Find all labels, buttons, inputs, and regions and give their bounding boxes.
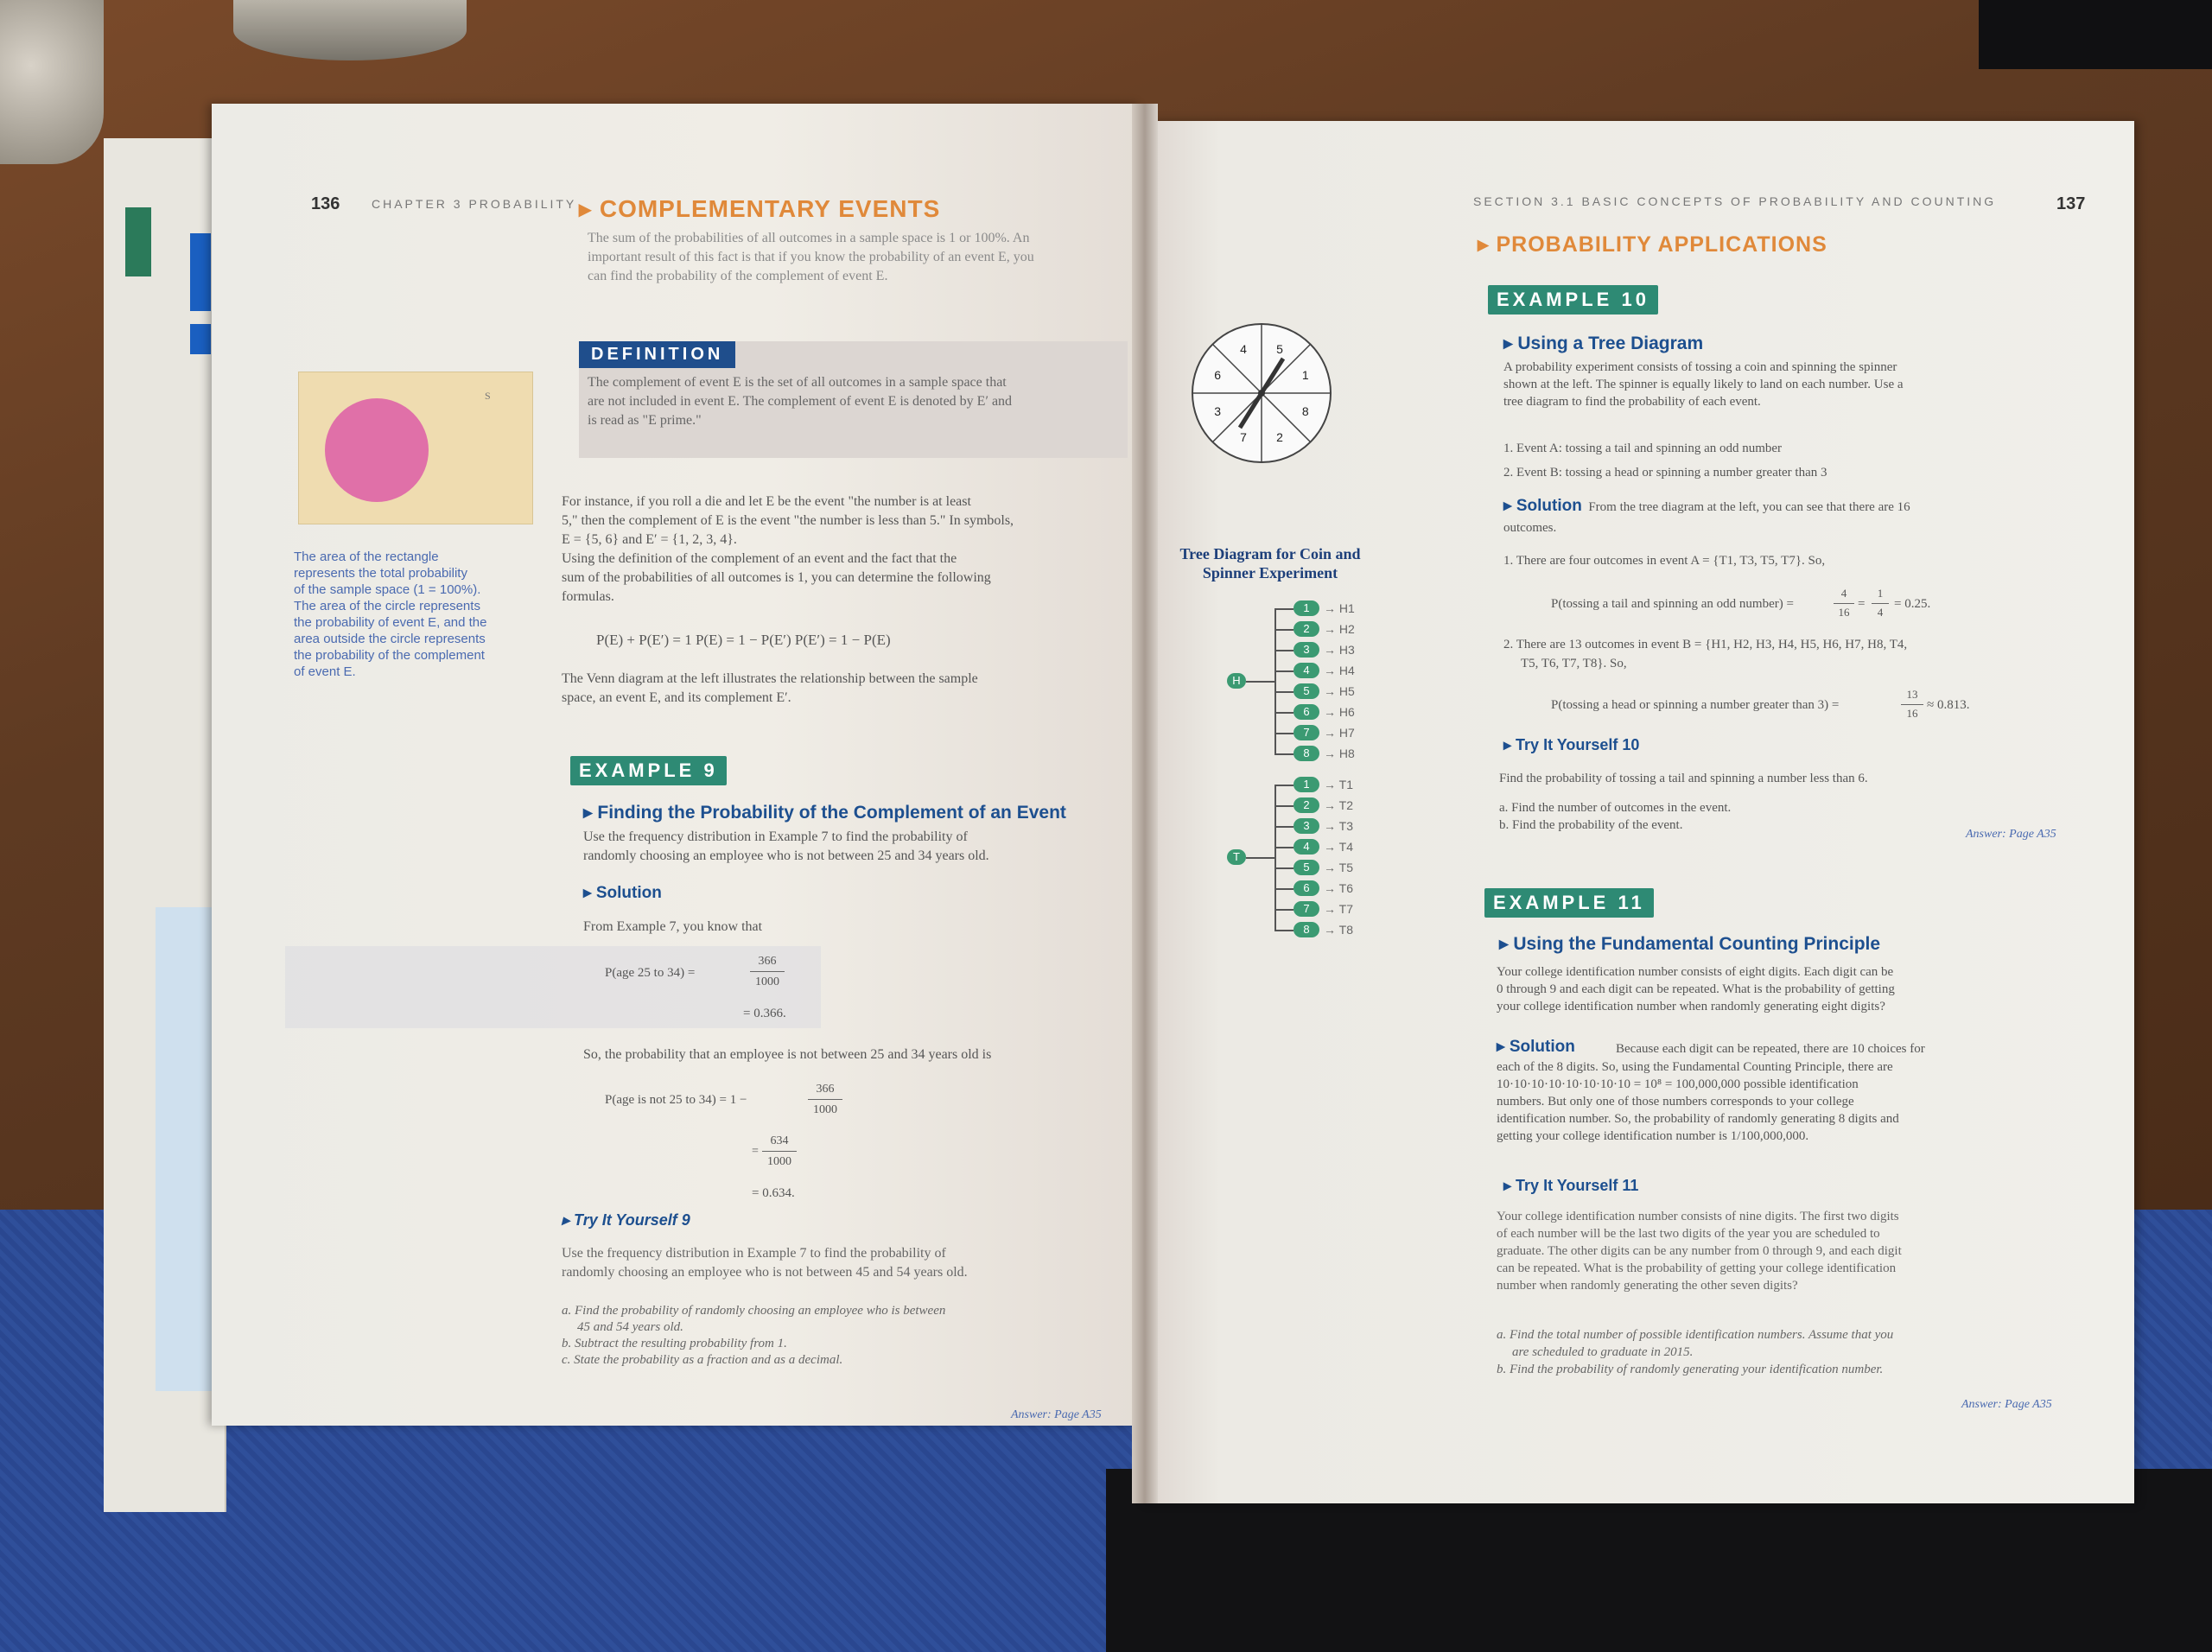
section-title-text: PROBABILITY APPLICATIONS	[1496, 232, 1827, 257]
spinner-number: 1	[1301, 368, 1309, 382]
example-line: your college identification number when randomly generating eight digits?	[1497, 1000, 1885, 1013]
tree-edge	[1274, 930, 1294, 931]
example-9-solution-label: ▸ Solution	[583, 884, 662, 902]
try-11-items	[1497, 1326, 2101, 1378]
try-9-answer: Answer: Page A35	[1011, 1408, 1102, 1421]
tree-outcome-label: → T7	[1324, 902, 1353, 916]
complement-formulas: P(E) + P(E′) = 1 P(E) = 1 − P(E′) P(E′) = 1 − P(E)	[596, 632, 891, 648]
caption-line: The area of the rectangle	[294, 550, 439, 564]
body-line: For instance, if you roll a die and let E be the event "the number is at least	[562, 494, 971, 509]
spinner-diagram	[1188, 320, 1335, 467]
example-9-so: So, the probability that an employee is not between 25 and 34 years old is	[583, 1047, 992, 1062]
venn-circle-event	[325, 398, 429, 502]
tree-outcome-label: → T6	[1324, 881, 1353, 895]
example-10-solution	[1503, 497, 1910, 517]
example-10-text	[1503, 359, 2100, 410]
solution-2: 2. There are 13 outcomes in event B = {H1, H2, H3, H4, H5, H6, H7, H8, T4,	[1503, 638, 1908, 651]
spinner-number: 4	[1240, 342, 1247, 357]
try-line: of each number will be the last two digits of the year you are scheduled to	[1497, 1227, 1880, 1241]
example-11-solution-first: Because each digit can be repeated, there are 10 choices for	[1616, 1042, 1925, 1056]
tree-spinner-node: 4	[1294, 839, 1319, 855]
tree-edge	[1274, 888, 1294, 890]
solution-text: Solution	[595, 884, 662, 902]
s2-result: ≈ 0.813.	[1927, 698, 1970, 712]
try-line: Your college identification number consists of nine digits. The first two digits	[1497, 1210, 1899, 1223]
try-item: b. Find the probability of the event.	[1499, 818, 1683, 832]
solution-1-eq: P(tossing a tail and spinning an odd number) =	[1551, 597, 1794, 611]
example-line: tree diagram to find the probability of each event.	[1503, 395, 1761, 409]
example-11-solution-text	[1497, 1058, 2101, 1145]
tree-outcome-label: → H7	[1324, 726, 1355, 740]
try-line: can be repeated. What is the probability of getting your college identification	[1497, 1261, 1897, 1275]
definition-box	[579, 341, 1128, 458]
example-9-text	[583, 828, 1123, 866]
spinner-number: 2	[1276, 429, 1283, 444]
solution-label-text: Solution	[1509, 1038, 1575, 1056]
example-line: Your college identification number consists of eight digits. Each digit can be	[1497, 965, 1894, 979]
tree-outcome-label: → T4	[1324, 840, 1353, 854]
tree-outcome-label: → T1	[1324, 778, 1353, 791]
try-line: number when randomly generating the other seven digits?	[1497, 1279, 1798, 1293]
spinner-number: 5	[1276, 342, 1283, 357]
try-item: a. Find the probability of randomly choosing an employee who is between	[562, 1304, 946, 1318]
tree-edge	[1274, 826, 1294, 828]
tree-outcome-label: → T3	[1324, 819, 1353, 833]
tree-edge	[1274, 805, 1294, 807]
intro-line: The sum of the probabilities of all outcomes in a sample space is 1 or 100%. An	[588, 231, 1030, 245]
try-10-label-text: Try It Yourself 10	[1516, 736, 1640, 753]
venn-caption	[294, 549, 536, 680]
try-10-label: ▸ Try It Yourself 10	[1503, 736, 1640, 753]
try-11-label-text: Try It Yourself 11	[1516, 1177, 1639, 1194]
example-10-title-text: Using a Tree Diagram	[1517, 334, 1704, 353]
body-paragraph-2	[562, 670, 1123, 708]
tree-diagram	[1210, 600, 1382, 1024]
s1-den2: 4	[1877, 606, 1884, 619]
tree-spinner-node: 7	[1294, 725, 1319, 740]
venn-diagram	[298, 372, 533, 524]
tree-edge	[1274, 650, 1294, 651]
solution-label: ▸ Solution	[1503, 497, 1582, 515]
solution-text: From the tree diagram at the left, you can see that there are 16	[1588, 500, 1910, 514]
tree-outcome-label: → H1	[1324, 601, 1355, 615]
caption-line: The area of the circle represents	[294, 599, 480, 613]
try-9-label-text: Try It Yourself 9	[574, 1211, 690, 1229]
blue-tab	[190, 233, 211, 311]
tree-edge	[1274, 785, 1294, 786]
try-9-label: ▸ Try It Yourself 9	[562, 1211, 690, 1229]
try-10-items	[1499, 799, 1731, 834]
tree-spinner-node: 1	[1294, 777, 1319, 792]
spinner-number: 3	[1214, 404, 1222, 418]
example-10-title: ▸ Using a Tree Diagram	[1503, 334, 1704, 353]
eq3-den: 1000	[767, 1155, 791, 1168]
light-blue-edge	[156, 907, 216, 1391]
spinner-number: 7	[1240, 429, 1247, 444]
solution-line: getting your college identification number is 1/100,000,000.	[1497, 1129, 1809, 1143]
example-line: randomly choosing an employee who is not between 25 and 34 years old.	[583, 848, 989, 863]
tree-edge	[1274, 867, 1294, 869]
tree-edge	[1274, 753, 1294, 755]
tree-spinner-node: 8	[1294, 746, 1319, 761]
book-spine	[1132, 104, 1158, 1503]
definition-title: DEFINITION	[579, 341, 735, 368]
solution-line: numbers. But only one of those numbers corresponds to your college	[1497, 1095, 1854, 1109]
tree-spinner-node: 5	[1294, 683, 1319, 699]
tree-trunk-t	[1246, 857, 1274, 859]
try-line: graduate. The other digits can be any number from 0 through 9, and each digit	[1497, 1244, 1902, 1258]
tree-edge	[1274, 847, 1294, 848]
definition-line: are not included in event E. The complement of event E is denoted by E′ and	[588, 394, 1013, 409]
mug-object	[0, 0, 104, 164]
eq1-den: 1000	[755, 975, 779, 988]
green-tab	[125, 207, 151, 276]
tree-root-node: H	[1227, 673, 1246, 689]
body-line: E = {5, 6} and E′ = {1, 2, 3, 4}.	[562, 532, 737, 547]
definition-line: is read as "E prime."	[588, 413, 702, 428]
section-title-text: COMPLEMENTARY EVENTS	[599, 195, 941, 222]
eq2-left: P(age is not 25 to 34) = 1 −	[605, 1093, 747, 1107]
s1-num2: 1	[1872, 584, 1889, 604]
tree-spinner-node: 3	[1294, 818, 1319, 834]
solution-2b: T5, T6, T7, T8}. So,	[1521, 657, 1627, 670]
solution-line: each of the 8 digits. So, using the Fundamental Counting Principle, there are	[1497, 1060, 1893, 1074]
solution-label-text: Solution	[1516, 497, 1582, 515]
tree-edge	[1274, 670, 1294, 672]
body-paragraph-1	[562, 492, 1123, 607]
tree-spinner-node: 5	[1294, 860, 1319, 875]
tree-edge	[1274, 691, 1294, 693]
example-item: 1. Event A: tossing a tail and spinning an odd number	[1503, 442, 1783, 455]
solution-line: 10·10·10·10·10·10·10·10 = 10⁸ = 100,000,000 possible identification	[1497, 1077, 1859, 1091]
tree-edge	[1274, 909, 1294, 911]
body-line: formulas.	[562, 589, 614, 604]
body-line: sum of the probabilities of all outcomes is 1, you can determine the following	[562, 570, 991, 585]
tree-spinner-node: 2	[1294, 797, 1319, 813]
try-9-text	[562, 1244, 1123, 1282]
eq1-num: 366	[750, 952, 785, 972]
body-line: Using the definition of the complement of an event and the fact that the	[562, 551, 957, 566]
example-11-text	[1497, 963, 2101, 1015]
example-line: 0 through 9 and each digit can be repeated. What is the probability of getting	[1497, 982, 1895, 996]
tree-caption	[1175, 544, 1365, 582]
tree-spinner-node: 6	[1294, 704, 1319, 720]
try-line: randomly choosing an employee who is not between 45 and 54 years old.	[562, 1265, 968, 1280]
s2-num: 13	[1901, 685, 1923, 705]
tree-spinner-node: 1	[1294, 600, 1319, 616]
try-11-answer: Answer: Page A35	[1961, 1398, 2052, 1411]
try-9-items	[562, 1303, 1123, 1369]
example-10-label: EXAMPLE 10	[1488, 285, 1658, 315]
tree-outcome-label: → T5	[1324, 861, 1353, 874]
caption-line: represents the total probability	[294, 566, 467, 581]
tree-outcome-label: → H8	[1324, 747, 1355, 760]
example-item: 2. Event B: tossing a head or spinning a number greater than 3	[1503, 466, 1827, 480]
running-header-right: SECTION 3.1 BASIC CONCEPTS OF PROBABILITY AND COUNTING	[1473, 194, 1997, 208]
tree-outcome-label: → H4	[1324, 664, 1355, 677]
tree-root-node: T	[1227, 849, 1246, 865]
example-9-title-text: Finding the Probability of the Complement of an Event	[597, 803, 1066, 823]
tree-spinner-node: 3	[1294, 642, 1319, 658]
tree-spinner-node: 7	[1294, 901, 1319, 917]
page-number-right: 137	[2056, 194, 2086, 213]
example-9-label: EXAMPLE 9	[570, 756, 727, 785]
section-title-applications: ▸ PROBABILITY APPLICATIONS	[1478, 232, 1827, 257]
tree-edge	[1274, 733, 1294, 734]
example-9-title: ▸ Finding the Probability of the Complement of an Event	[583, 803, 1066, 823]
venn-label-s: S	[485, 390, 491, 402]
page-number-left: 136	[311, 194, 340, 213]
monitor-edge	[1979, 0, 2212, 69]
tree-caption-line: Spinner Experiment	[1202, 564, 1338, 581]
try-line: Use the frequency distribution in Example 7 to find the probability of	[562, 1246, 946, 1261]
tree-outcome-label: → H5	[1324, 684, 1355, 698]
tree-outcome-label: → T8	[1324, 923, 1353, 937]
tree-edge	[1274, 608, 1294, 610]
example-9-from: From Example 7, you know that	[583, 919, 763, 934]
tree-edge	[1274, 629, 1294, 631]
try-11-label: ▸ Try It Yourself 11	[1503, 1177, 1639, 1194]
solution-continued: outcomes.	[1503, 521, 1557, 535]
s1-num: 4	[1834, 584, 1854, 604]
definition-line: The complement of event E is the set of all outcomes in a sample space that	[588, 375, 1007, 390]
jar-object	[233, 0, 467, 60]
tree-spinner-node: 6	[1294, 880, 1319, 896]
definition-text	[579, 368, 1128, 435]
section-title-complementary: ▸ COMPLEMENTARY EVENTS	[579, 195, 941, 222]
example-11-solution-label: ▸ Solution	[1497, 1038, 1575, 1056]
solution-2-eq: P(tossing a head or spinning a number greater than 3) =	[1551, 698, 1840, 712]
running-header-left: CHAPTER 3 PROBABILITY	[372, 197, 577, 211]
intro-line: important result of this fact is that if you know the probability of an event E, you	[588, 250, 1034, 264]
body-line: space, an event E, and its complement E′.	[562, 690, 791, 705]
try-item: b. Find the probability of randomly generating your identification number.	[1497, 1363, 1884, 1376]
try-10-text: Find the probability of tossing a tail and spinning a number less than 6.	[1499, 772, 1868, 785]
tree-outcome-label: → H2	[1324, 622, 1355, 636]
example-11-title-text: Using the Fundamental Counting Principle	[1513, 934, 1881, 954]
eq2-num: 366	[808, 1080, 842, 1100]
example-10-items	[1503, 436, 1827, 485]
intro-paragraph	[588, 229, 1123, 286]
try-item: b. Subtract the resulting probability from 1.	[562, 1337, 787, 1350]
tree-spinner-node: 8	[1294, 922, 1319, 937]
s1-result: = 0.25.	[1894, 597, 1931, 611]
solution-line: identification number. So, the probability of randomly generating 8 digits and	[1497, 1112, 1899, 1126]
tree-outcome-label: → H6	[1324, 705, 1355, 719]
tree-trunk-h	[1246, 681, 1274, 683]
try-item: 45 and 54 years old.	[577, 1320, 683, 1334]
highlight-band	[285, 946, 821, 1028]
s1-den: 16	[1838, 606, 1850, 619]
eq-final: = 0.634.	[752, 1186, 795, 1200]
example-line: A probability experiment consists of tossing a coin and spinning the spinner	[1503, 360, 1897, 374]
spinner-number: 6	[1214, 368, 1222, 382]
try-10-answer: Answer: Page A35	[1966, 828, 2056, 841]
caption-line: area outside the circle represents	[294, 632, 486, 646]
solution-1: 1. There are four outcomes in event A = {T1, T3, T5, T7}. So,	[1503, 554, 1826, 568]
try-11-text	[1497, 1208, 2101, 1294]
s2-den: 16	[1906, 707, 1918, 720]
example-11-title: ▸ Using the Fundamental Counting Principle	[1499, 934, 1881, 954]
eq1-left: P(age 25 to 34) =	[605, 966, 696, 980]
try-item: a. Find the total number of possible identification numbers. Assume that you	[1497, 1328, 1894, 1342]
try-item: c. State the probability as a fraction and as a decimal.	[562, 1353, 843, 1367]
caption-line: the probability of event E, and the	[294, 615, 487, 630]
caption-line: of the sample space (1 = 100%).	[294, 582, 481, 597]
example-11-label: EXAMPLE 11	[1484, 888, 1654, 918]
tree-edge	[1274, 712, 1294, 714]
tree-spinner-node: 4	[1294, 663, 1319, 678]
example-line: Use the frequency distribution in Example 7 to find the probability of	[583, 829, 968, 844]
tree-outcome-label: → T2	[1324, 798, 1353, 812]
tree-caption-line: Tree Diagram for Coin and	[1179, 545, 1361, 562]
eq1-result: = 0.366.	[743, 1007, 786, 1020]
tree-outcome-label: → H3	[1324, 643, 1355, 657]
eq3-num: 634	[762, 1132, 797, 1152]
caption-line: of event E.	[294, 664, 356, 679]
spinner-number: 8	[1301, 404, 1309, 418]
body-line: The Venn diagram at the left illustrates the relationship between the sample	[562, 671, 978, 686]
body-line: 5," then the complement of E is the event "the number is less than 5." In symbols,	[562, 513, 1014, 528]
try-item: are scheduled to graduate in 2015.	[1512, 1345, 1694, 1359]
blue-tab-small	[190, 324, 211, 354]
eq2-den: 1000	[813, 1103, 837, 1116]
intro-line: can find the probability of the complement of event E.	[588, 269, 888, 283]
try-item: a. Find the number of outcomes in the event.	[1499, 801, 1732, 815]
caption-line: the probability of the complement	[294, 648, 485, 663]
tree-spinner-node: 2	[1294, 621, 1319, 637]
example-line: shown at the left. The spinner is equally likely to land on each number. Use a	[1503, 378, 1904, 391]
